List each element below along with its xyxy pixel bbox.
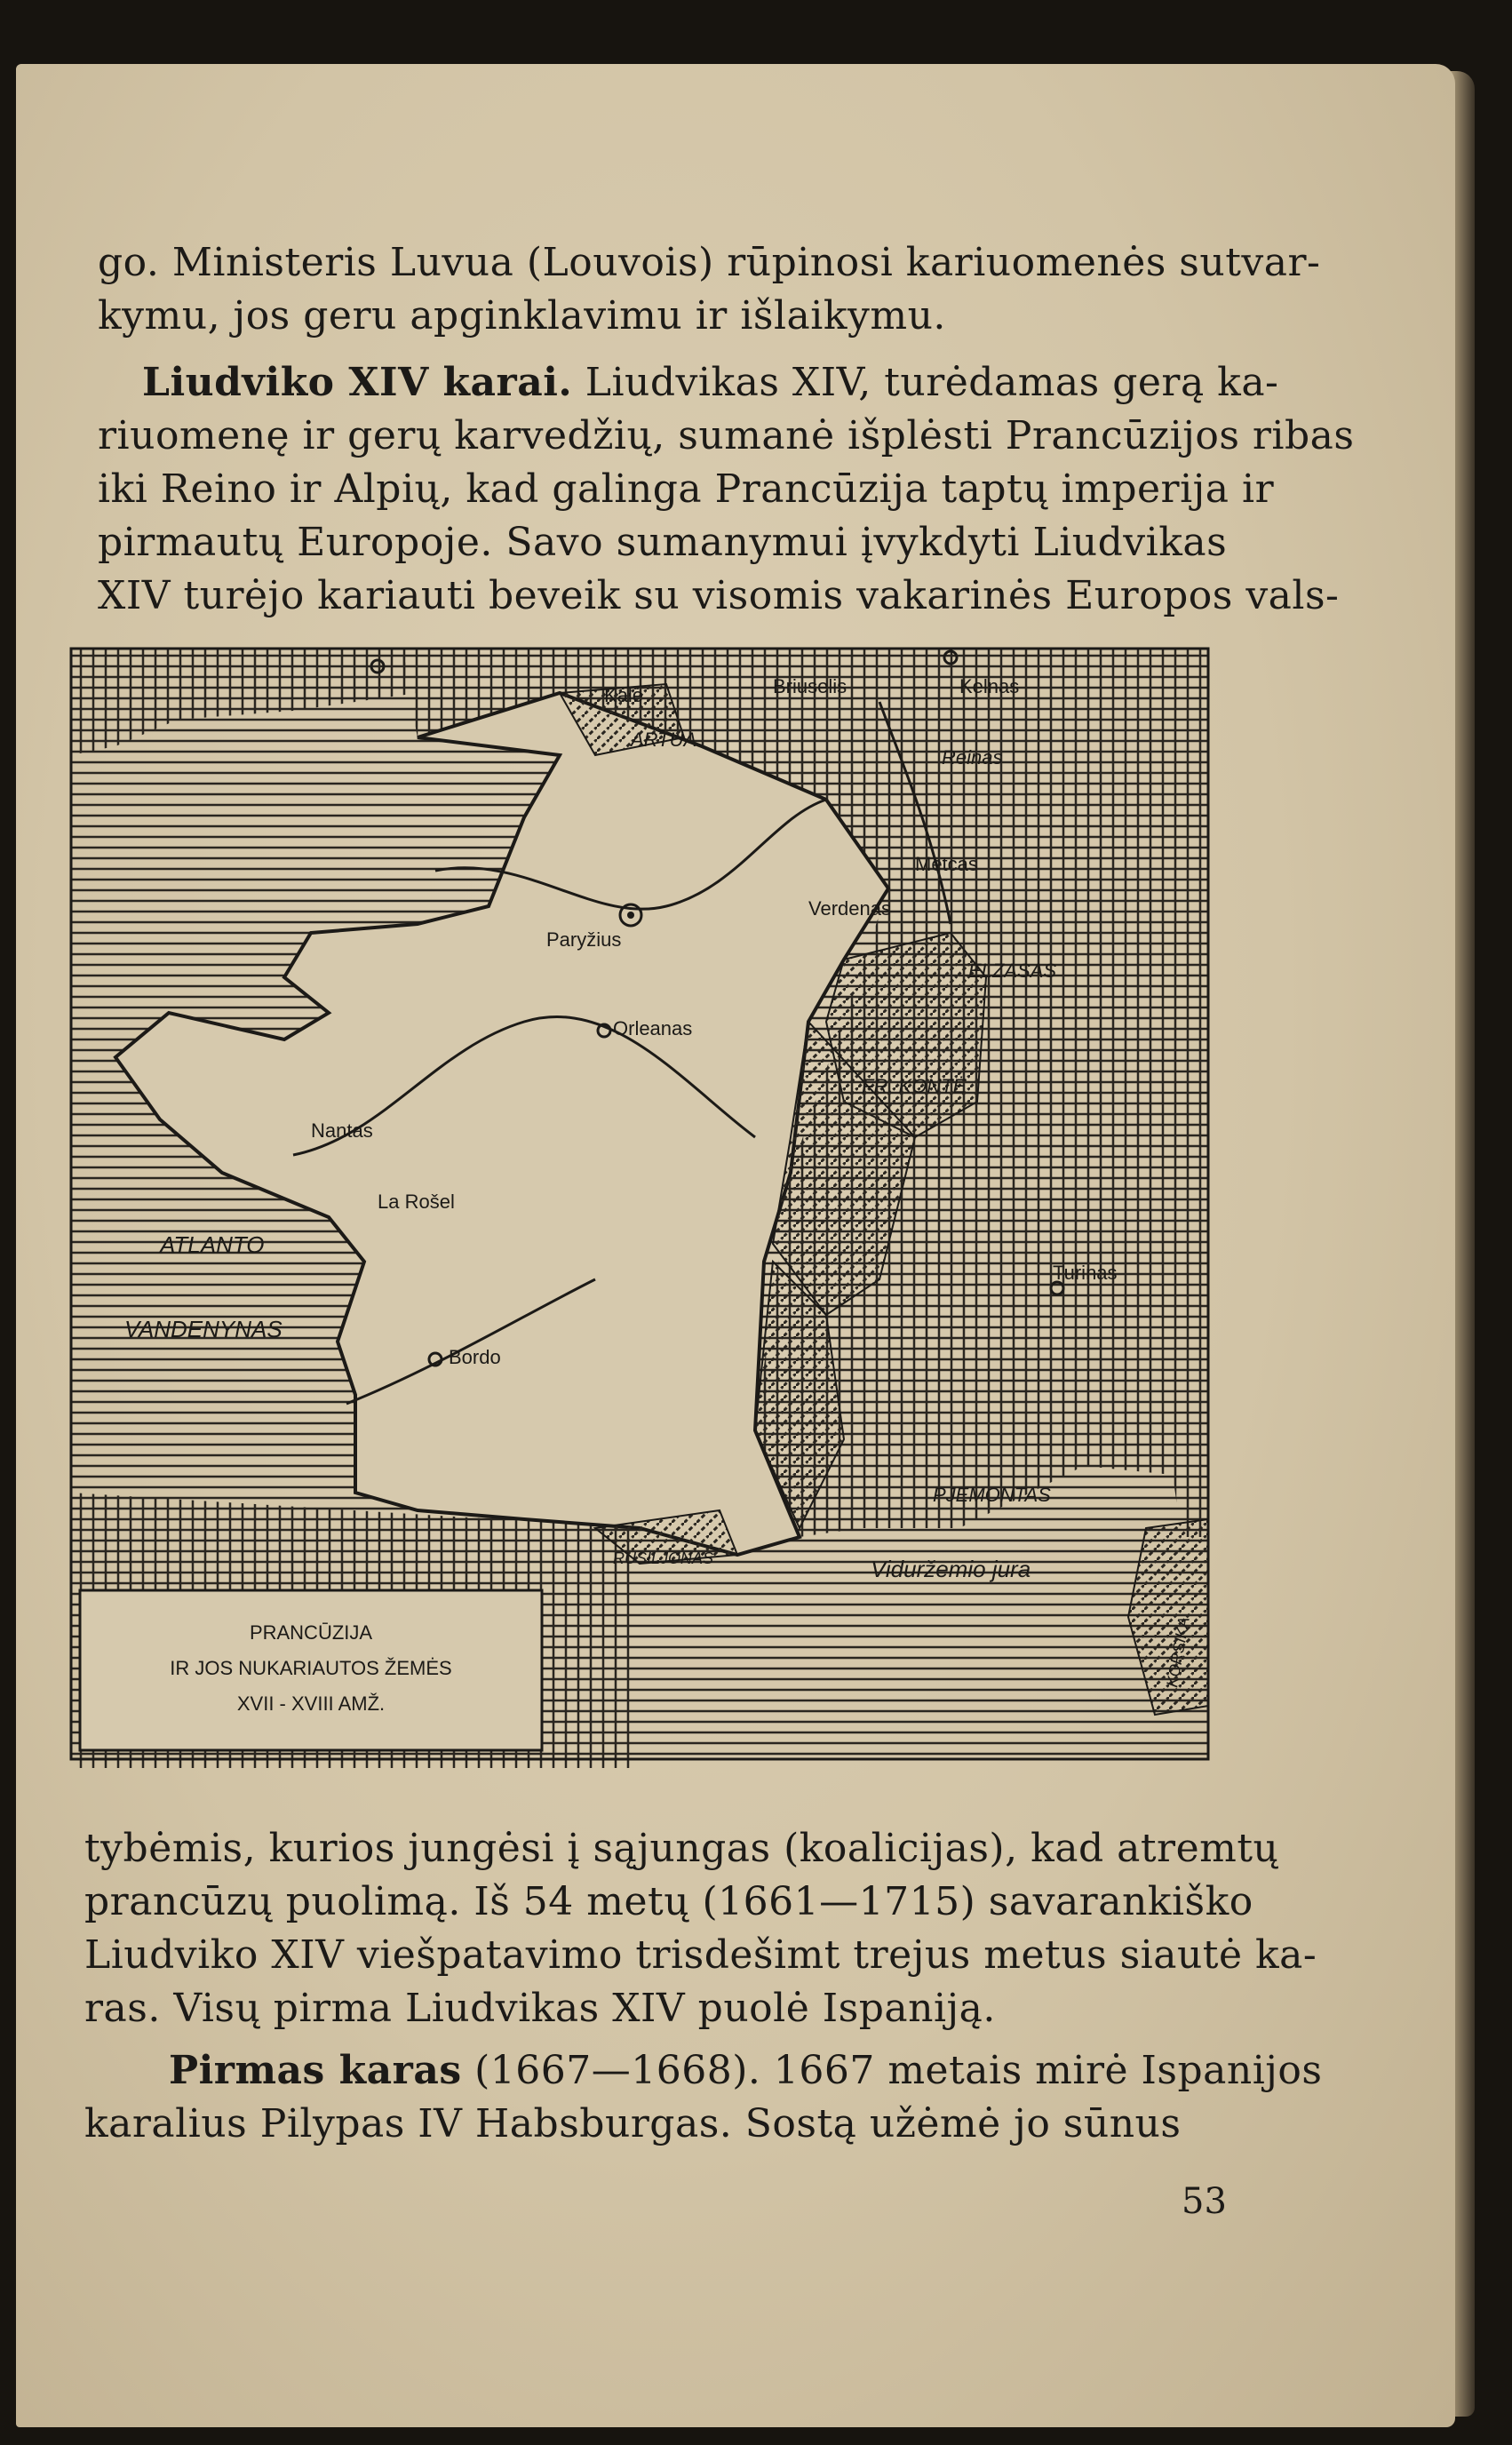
section-heading-line <box>142 360 1278 405</box>
map-label-verdenas: Verdenas <box>808 897 891 920</box>
section-heading: Liudviko XIV karai. <box>142 360 573 405</box>
text-line: Liudviko XIV viešpatavimo trisdešimt trejus metus siautė ka- <box>84 1932 1317 1978</box>
map-label-orleanas: Orleanas <box>613 1017 693 1039</box>
map-caption-title: PRANCŪZIJA <box>249 1621 373 1644</box>
map-label-reinas: Reinas <box>942 746 1003 769</box>
historical-map <box>62 640 1217 1768</box>
map-label-fr-konte: FR. KONTĖ <box>862 1075 967 1097</box>
map-caption-period: XVII - XVIII AMŽ. <box>236 1692 386 1715</box>
section-heading: Pirmas karas <box>169 2048 462 2093</box>
text-line: ras. Visų pirma Liudvikas XIV puolė Ispaniją. <box>84 1986 996 2031</box>
text-line: tybėmis, kurios jungėsi į sąjungas (koalicijas), kad atremtų <box>84 1826 1279 1871</box>
text-line: pirmautų Europoje. Savo sumanymui įvykdyti Liudvikas <box>98 520 1228 565</box>
text-line: kymu, jos geru apginklavimu ir išlaikymu. <box>98 293 946 338</box>
map-svg <box>62 640 1217 1768</box>
map-label-kale: Kalė <box>604 684 644 706</box>
map-label-kelnas: Kelnas <box>959 675 1020 697</box>
section-heading-line <box>169 2048 1322 2093</box>
text-line: prancūzų puolimą. Iš 54 metų (1661—1715) savarankiško <box>84 1879 1253 1924</box>
map-label-artua: ARTUA <box>631 729 697 751</box>
map-label-turinas: Turinas <box>1053 1262 1118 1284</box>
map-label-atlanto: ATLANTO <box>160 1231 265 1258</box>
text-line: XIV turėjo kariauti beveik su visomis vakarinės Europos vals- <box>98 573 1340 618</box>
text-run: (1667—1668). 1667 metais mirė Ispanijos <box>474 2048 1323 2093</box>
page-number: 53 <box>1182 2181 1227 2222</box>
text-line: karalius Pilypas IV Habsburgas. Sostą užėmė jo sūnus <box>84 2101 1182 2146</box>
map-label-elzasas: ELZASAS <box>968 960 1057 982</box>
text-run: Liudvikas XIV, turėdamas gerą ka- <box>585 360 1279 405</box>
map-label-pjemontas: PJEMONTAS <box>933 1484 1051 1506</box>
map-label-viduržemio-jura: Viduržemio jūra <box>871 1556 1031 1582</box>
text-line: riuomenę ir gerų karvedžių, sumanė išplėsti Prancūzijos ribas <box>98 413 1355 458</box>
text-line: iki Reino ir Alpių, kad galinga Prancūzija taptų imperija ir <box>98 466 1275 512</box>
map-label-korsika: KORSIKA <box>1163 1615 1193 1689</box>
map-label-paryzius: Paryžius <box>546 928 622 951</box>
city-marker-paryzius-dot <box>627 912 634 919</box>
map-label-bordo: Bordo <box>449 1346 501 1368</box>
map-label-nantas: Nantas <box>311 1119 373 1142</box>
map-label-metcas: Metcas <box>915 853 978 875</box>
map-label-briuselis: Briuselis <box>773 675 848 697</box>
text-line: go. Ministeris Luvua (Louvois) rūpinosi kariuomenės sutvar- <box>98 240 1321 285</box>
map-label-vandenynas: VANDENYNAS <box>124 1316 283 1342</box>
map-label-la-rosel: La Rošel <box>378 1191 455 1213</box>
map-label-rusiljonas: RUSILJONAS <box>613 1549 714 1567</box>
map-caption-subtitle: IR JOS NUKARIAUTOS ŽEMĖS <box>170 1657 452 1679</box>
